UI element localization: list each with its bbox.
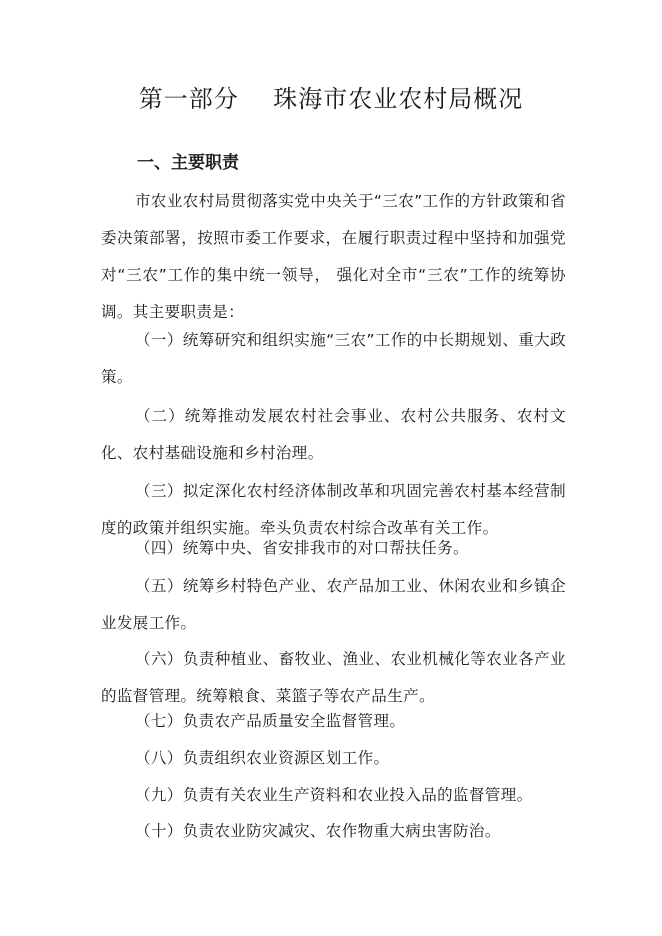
intro-paragraph: 市农业农村局贯彻落实党中央关于“三农”工作的方针政策和省委决策部署，按照市委工作要求，在履行职责过程中坚持和加强党对“三农”工作的集中统一领导， 强化对全市“三农”工作的统筹协调。其主要职责是：: [101, 192, 566, 321]
duty-item-1: （一）统筹研究和组织实施“三农”工作的中长期规划、重大政策。: [101, 331, 566, 386]
duty-item-5: （五）统筹乡村特色产业、农产品加工业、休闲农业和乡镇企业发展工作。: [101, 577, 566, 632]
duty-item-7: （七）负责农产品质量安全监督管理。: [135, 712, 406, 730]
duty-item-9: （九）负责有关农业生产资料和农业投入品的监督管理。: [135, 786, 533, 804]
section-heading: 一、主要职责: [137, 153, 239, 173]
page-title: 第一部分 珠海市农业农村局概况: [138, 85, 524, 113]
duty-item-8: （八）负责组织农业资源区划工作。: [135, 749, 390, 767]
duty-item-6: （六）负责种植业、畜牧业、渔业、农业机械化等农业各产业的监督管理。统筹粮食、菜篮子等农产品生产。: [101, 650, 566, 705]
duty-item-10: （十）负责农业防灾减灾、农作物重大病虫害防治。: [135, 822, 501, 840]
duty-item-3: （三）拟定深化农村经济体制改革和巩固完善农村基本经营制度的政策并组织实施。牵头负责农村综合改革有关工作。: [101, 482, 566, 537]
duty-item-4: （四）统筹中央、省安排我市的对口帮扶任务。: [135, 539, 469, 557]
duty-item-2: （二）统筹推动发展农村社会事业、农村公共服务、农村文化、农村基础设施和乡村治理。: [101, 407, 566, 462]
